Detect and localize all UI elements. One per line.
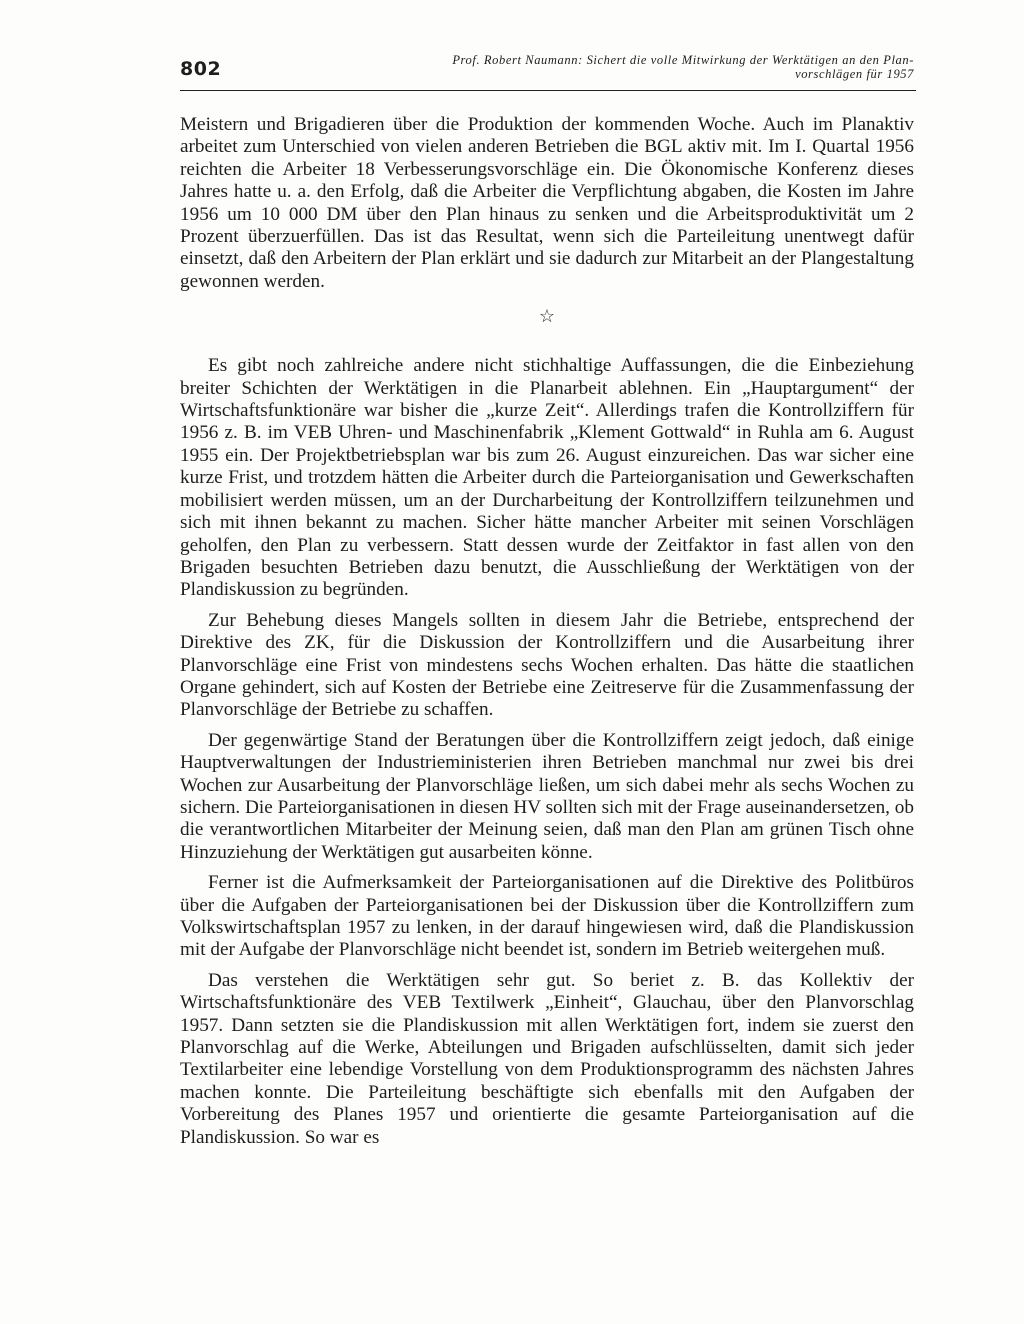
paragraph: Ferner ist die Aufmerksamkeit der Parteiorganisationen auf die Direktive des Politbüros über die Aufgaben der Parteiorganisationen bei der Diskussion über die Kontrollziffern zum Volkswirtschaftsplan 1957 zu lenken, in der darauf hingewiesen wird, daß die Plandiskussion mit der Aufgabe der Planvorschläge nicht beendet ist, sondern im Betrieb weitergehen muß. (180, 872, 914, 961)
page-header (180, 50, 916, 91)
paragraph: Der gegenwärtige Stand der Beratungen über die Kontrollziffern zeigt jedoch, daß einige Hauptverwaltungen der Industrieministerien ihren Betrieben manchmal nur zwei bis drei Wochen zur Ausarbeitung der Planvorschläge ließen, um sich dabei mehr als sechs Wochen zu sichern. Die Parteiorganisationen in diesen HV sollten sich mit der Frage auseinandersetzen, ob die verantwortlichen Mitarbeiter der Meinung seien, daß man den Plan am grünen Tisch ohne Hinzuziehung der Werktätigen gut ausarbeiten könne. (180, 729, 914, 863)
running-title-line-1: Prof. Robert Naumann: Sichert die volle Mitwirkung der Werktätigen an den Plan- (452, 53, 914, 67)
paragraph: Das verstehen die Werktätigen sehr gut. So beriet z. B. das Kollektiv der Wirtschaftsfunktionäre des VEB Textilwerk „Einheit“, Glauchau, über den Planvorschlag 1957. Dann setzten sie die Plandiskussion mit allen Werktätigen fort, indem sie zuerst den Planvorschlag auf die Werke, Abteilungen und Brigaden aufschlüsselten, damit sich jeder Textilarbeiter eine lebendige Vorstellung von dem Produktionsprogramm des nächsten Jahres machen konnte. Die Parteileitung beschäftigte sich ebenfalls mit den Aufgaben der Vorbereitung des Planes 1957 und orientierte die gesamte Parteiorganisation auf die Plandiskussion. So war es (180, 969, 914, 1148)
running-title (294, 53, 914, 81)
star-icon: ☆ (538, 306, 556, 327)
page-number: 802 (180, 58, 222, 80)
paragraph: Es gibt noch zahlreiche andere nicht stichhaltige Auffassungen, die die Einbeziehung breiter Schichten der Werktätigen in die Planarbeit ablehnen. Ein „Hauptargument“ der Wirtschaftsfunktionäre war bisher die „kurze Zeit“. Allerdings trafen die Kontrollziffern für 1956 z. B. im VEB Uhren- und Maschinenfabrik „Klement Gottwald“ in Ruhla am 6. August 1955 ein. Der Projektbetriebsplan war bis zum 26. August einzureichen. Das war sicher eine kurze Frist, und trotzdem hätten die Arbeiter durch die Parteiorganisation und Gewerkschaften mobilisiert werden müssen, um an der Durcharbeitung der Kontrollziffern teilzunehmen und sich mit ihnen bekannt zu machen. Sicher hätte mancher Arbeiter mit seinen Vorschlägen geholfen, den Plan zu verbessern. Statt dessen wurde der Zeitfaktor in fast allen von den Brigaden besuchten Betrieben dazu benutzt, die Ausschließung der Werktätigen von der Plandiskussion zu begründen. (180, 355, 914, 601)
section-separator (180, 293, 914, 339)
page-body (180, 114, 914, 1149)
running-title-line-2: vorschlägen für 1957 (795, 67, 914, 81)
paragraph-continued: Meistern und Brigadieren über die Produktion der kommenden Woche. Auch im Planaktiv arbeitet zum Unterschied von vielen anderen Betrieben die BGL aktiv mit. Im I. Quartal 1956 reichten die Arbeiter 18 Verbesserungsvorschläge ein. Die Ökonomische Konferenz dieses Jahres hatte u. a. den Erfolg, daß die Arbeiter die Verpflichtung abgaben, die Kosten im Jahre 1956 um 10 000 DM über den Plan hinaus zu senken und die Arbeitsproduktivität um 2 Prozent überzuerfüllen. Das ist das Resultat, wenn sich die Parteileitung unentwegt dafür einsetzt, daß den Arbeitern der Plan erklärt und sie dadurch zur Mitarbeit an der Plangestaltung gewonnen werden. (180, 114, 914, 292)
paragraph: Zur Behebung dieses Mangels sollten in diesem Jahr die Betriebe, entsprechend der Direktive des ZK, für die Diskussion der Kontrollziffern und die Ausarbeitung ihrer Planvorschläge eine Frist von mindestens sechs Wochen erhalten. Das hätte die staatlichen Organe gehindert, sich auf Kosten der Betriebe eine Zeitreserve für die Zusammenfassung der Planvorschläge der Betriebe zu schaffen. (180, 609, 914, 721)
